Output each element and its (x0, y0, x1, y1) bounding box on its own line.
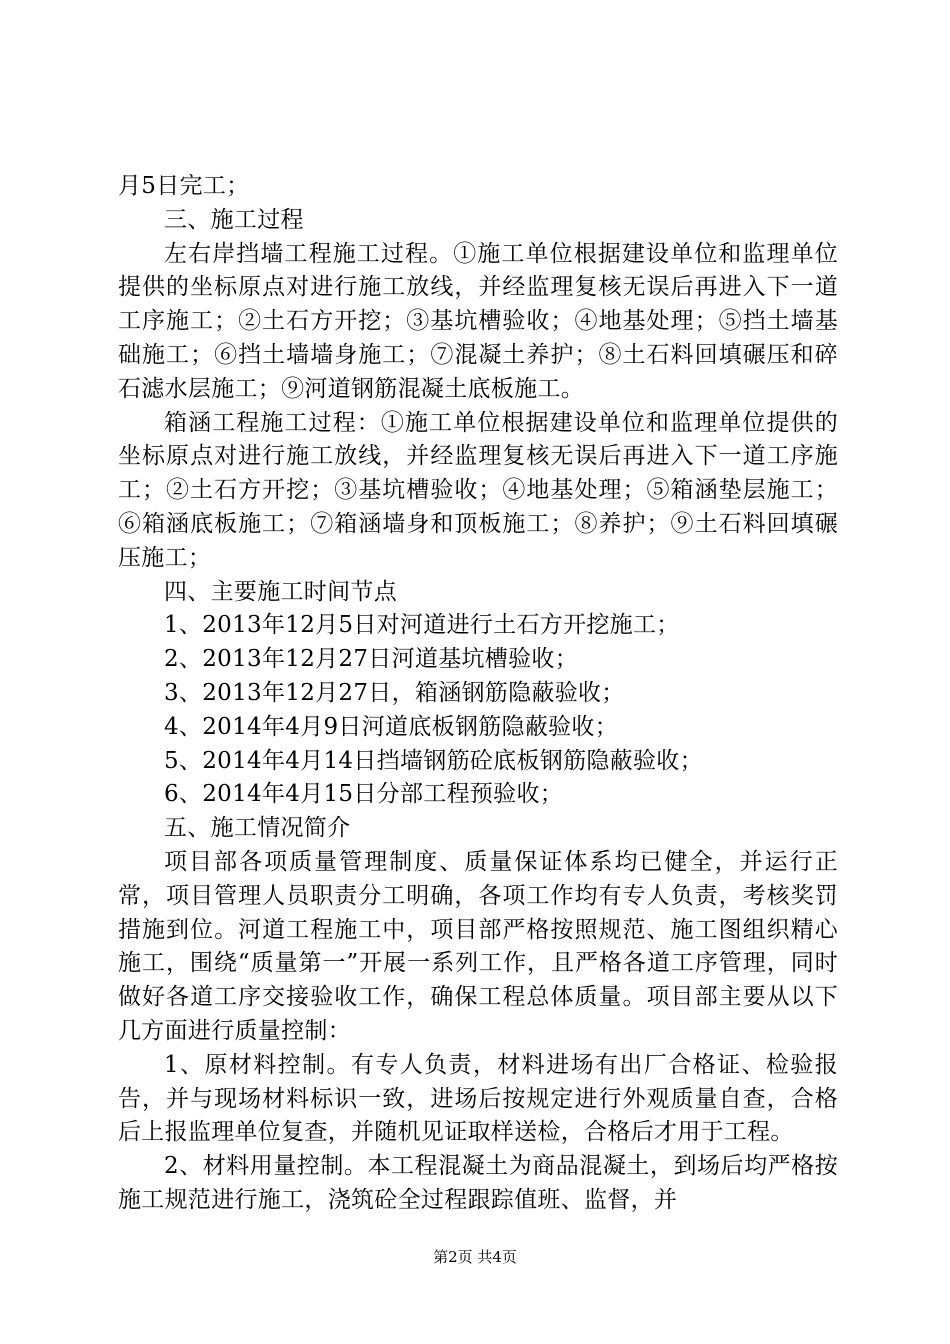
section-heading-4: 四、主要施工时间节点 (164, 578, 397, 605)
list-item: 4、2014年4月9日河道底板钢筋隐蔽验收； (164, 713, 619, 740)
paragraph-box-culvert-process: 箱涵工程施工过程：①施工单位根据建设单位和监理单位提供的坐标原点对进行施工放线，并经监理复核无误后再进入下一道工序施工；②土石方开挖；③基坑槽验收；④地基处理；⑤箱涵垫层施工；⑥箱涵底板施工；⑦箱涵墙身和顶板施工；⑧养护；⑨土石料回填碾压施工； (118, 409, 838, 571)
paragraph-material-usage-control: 2、材料用量控制。本工程混凝土为商品混凝土，到场后均严格按施工规范进行施工，浇筑砼全过程跟踪值班、监督，并 (118, 1153, 838, 1213)
section-heading-3: 三、施工过程 (164, 206, 304, 233)
paragraph-quality-overview: 项目部各项质量管理制度、质量保证体系均已健全，并运行正常，项目管理人员职责分工明确，各项工作均有专人负责，考核奖罚措施到位。河道工程施工中，项目部严格按照规范、施工图组织精心施工，围绕“质量第一”开展一系列工作，且严格各道工序管理，同时做好各道工序交接验收工作，确保工程总体质量。项目部主要从以下几方面进行质量控制： (118, 848, 838, 1044)
page-footer: 第2页 共4页 (433, 1248, 517, 1266)
list-item: 1、2013年12月5日对河道进行土石方开挖施工； (164, 612, 680, 639)
paragraph-retaining-wall-process: 左右岸挡墙工程施工过程。①施工单位根据建设单位和监理单位提供的坐标原点对进行施工放线，并经监理复核无误后再进入下一道工序施工；②土石方开挖；③基坑槽验收；④地基处理；⑤挡土墙基础施工；⑥挡土墙墙身施工；⑦混凝土养护；⑧土石料回填碾压和碎石滤水层施工；⑨河道钢筋混凝土底板施工。 (118, 240, 838, 402)
list-item: 5、2014年4月14日挡墙钢筋砼底板钢筋隐蔽验收； (164, 747, 703, 774)
paragraph-raw-material-control: 1、原材料控制。有专人负责，材料进场有出厂合格证、检验报告，并与现场材料标识一致，进场后按规定进行外观质量自查，合格后上报监理单位复查，并随机见证取样送检，合格后才用于工程。 (118, 1051, 838, 1146)
paragraph-1: 月5日完工； (118, 173, 250, 199)
list-item: 6、2014年4月15日分部工程预验收； (164, 781, 564, 808)
section-heading-5: 五、施工情况简介 (164, 815, 351, 842)
list-item: 3、2013年12月27日，箱涵钢筋隐蔽验收； (164, 679, 625, 706)
document-body (118, 170, 838, 1218)
list-item: 2、2013年12月27日河道基坑槽验收； (164, 646, 578, 673)
